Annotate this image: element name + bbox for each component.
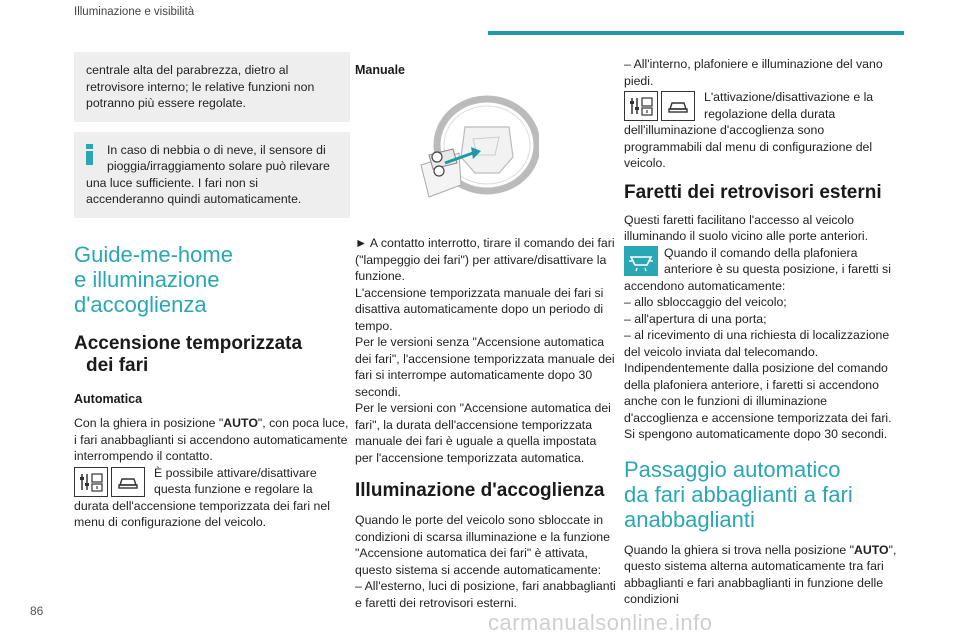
section-title-passaggio: Passaggio automatico da fari abbaglianti a fari anabbaglianti — [624, 456, 853, 532]
paragraph-faretti: Questi faretti facilitano l'accesso al veicolo illuminando il suolo vicino alle porte anteriori. — [624, 212, 869, 243]
page-number: 86 — [30, 604, 44, 618]
section-title-guide-me-home: Guide-me-home e illuminazione d'accoglienza — [74, 241, 233, 317]
running-header: Illuminazione e visibilità — [74, 6, 195, 18]
paragraph-interior: – All'interno, plafoniere e illuminazione del vano piedi. — [624, 57, 883, 88]
paragraph-welcome-settings: L'attivazione/disattivazione e la regolazione della durata dell'illuminazione d'accoglienza sono programmabili dal menu di configurazione del veicolo. — [624, 90, 874, 170]
paragraph-passaggio: Quando la ghiera si trova nella posizione "AUTO", questo sistema alterna automaticamente tra fari abbaglianti e fari anabbaglianti in funzione delle condizioni — [624, 542, 897, 606]
paragraph-faretti-independent: Indipendentemente dalla posizione del comando della plafoniera anteriore, i faretti si accendono anche con le funzioni di illuminazione d'accoglienza e accensione temporizzata dei fari. Si spengono automaticamente dopo 30 secondi. — [624, 361, 892, 441]
heading-manuale: Manuale — [355, 63, 406, 77]
header-accent-bar — [488, 31, 904, 35]
paragraph-without-auto: Per le versioni senza "Accensione automatica dei fari", l'accensione temporizzata manuale dei fari si interrompe automaticamente dopo 30 secondi. — [355, 335, 615, 399]
info-text-first: In caso di nebbia o di neve, il sensore di pioggia/irraggiamento solare può rilevare — [107, 142, 330, 173]
info-box — [74, 132, 350, 218]
settings-icons-2 — [624, 91, 698, 121]
car-icon — [111, 467, 145, 497]
heading-automatica: Automatica — [74, 391, 143, 406]
paragraph-with-auto: Per le versioni con "Accensione automatica dei fari", la durata dell'accensione temporizzata manuale dei fari è uguale a quella impostata per l'accensione temporizzata automatica. — [355, 401, 611, 465]
subsection-title-accensione: Accensione temporizzata dei fari — [74, 332, 303, 376]
list-item: – al ricevimento di una richiesta di localizzazione del veicolo inviata dal telecomando. — [624, 328, 890, 359]
paragraph-faretti-auto: Quando il comando della plafoniera anteriore è su questa posizione, i faretti si accendono automaticamente: — [624, 245, 891, 293]
column-right — [624, 40, 900, 608]
info-text-rest: una luce sufficiente. I fari non si accenderanno quindi automaticamente. — [86, 175, 302, 206]
steering-wheel-illustration — [399, 93, 539, 213]
list-item: – allo sbloccaggio del veicolo; — [624, 295, 787, 309]
settings-icons — [74, 467, 148, 497]
paragraph-manual-step: ► A contatto interrotto, tirare il comando dei fari ("lampeggio dei fari") per attivare/disattivare la funzione. — [355, 236, 615, 283]
car-icon — [661, 91, 695, 121]
note-box — [74, 52, 350, 122]
list-item: – all'apertura di una porta; — [624, 311, 767, 326]
info-icon — [86, 144, 93, 164]
paragraph-exterior: – All'esterno, luci di posizione, fari anabbaglianti e faretti dei retrovisori esterni. — [355, 579, 616, 610]
paragraph-welcome: Quando le porte del veicolo sono sbloccate in condizioni di scarsa illuminazione e la funzione "Accensione automatica dei fari" è attivata, questo sistema si accende automaticamente: — [355, 513, 610, 577]
vehicle-settings-icon — [624, 91, 658, 121]
vehicle-settings-icon — [74, 467, 108, 497]
ceiling-light-icon — [624, 246, 658, 276]
subsection-title-faretti: Faretti dei retrovisori esterni — [624, 181, 882, 203]
subsection-title-illuminazione: Illuminazione d'accoglienza — [355, 480, 605, 501]
ceiling-light-icons — [624, 246, 658, 276]
note-text: centrale alta del parabrezza, dietro al retrovisore interno; le relative funzioni non potranno più essere regolate. — [86, 63, 315, 110]
column-left — [74, 40, 350, 531]
paragraph-settings: È possibile attivare/disattivare questa funzione e regolare la durata dell'accensione temporizzata dei fari nel menu di configurazione del veicolo. — [74, 465, 330, 529]
column-middle — [355, 40, 617, 611]
paragraph-manual-off: L'accensione temporizzata manuale dei fari si disattiva automaticamente dopo un periodo di tempo. — [355, 285, 604, 333]
watermark: carmanualsonline.info — [488, 610, 713, 635]
paragraph-auto: Con la ghiera in posizione "AUTO", con poca luce, i fari anabbaglianti si accendono automaticamente interrompendo il contatto. — [74, 416, 349, 463]
